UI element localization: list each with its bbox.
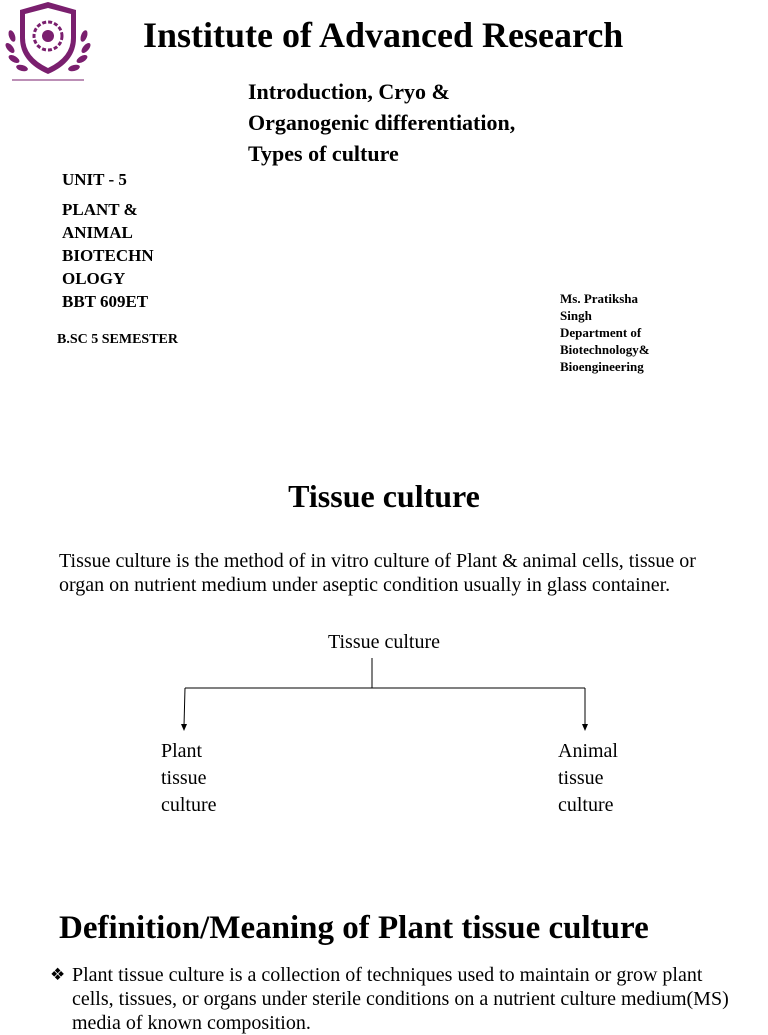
institute-title: Institute of Advanced Research [143, 15, 624, 55]
tissue-culture-heading: Tissue culture [288, 478, 480, 514]
course-line: BIOTECHN [62, 246, 154, 265]
author-department: Department of [560, 325, 642, 340]
course-line: ANIMAL [62, 223, 133, 242]
definition-heading: Definition/Meaning of Plant tissue culture [59, 910, 649, 946]
author-name: Ms. Pratiksha [560, 291, 638, 306]
diagram-left-line: tissue [161, 767, 207, 789]
semester-label: B.SC 5 SEMESTER [57, 332, 178, 347]
diagram-left-label [161, 738, 251, 819]
definition-bullet-item [50, 963, 730, 1035]
course-line: PLANT & [62, 200, 138, 219]
unit-label: UNIT - 5 [62, 170, 127, 189]
course-code: BBT 609ET [62, 292, 149, 311]
lecture-topic: Introduction, Cryo & Organogenic differentiation, Types of culture [248, 79, 516, 166]
diagram-left-connector [184, 688, 185, 726]
diagram-right-label [558, 738, 648, 819]
diagram-right-line: Animal [558, 740, 618, 762]
tissue-culture-description: Tissue culture is the method of in vitro culture of Plant & animal cells, tissue or organ on nutrient medium under aseptic condition usually in glass container. [59, 550, 696, 596]
diagram-right-line: tissue [558, 767, 604, 789]
arrow-down-icon [582, 724, 588, 731]
course-name [62, 198, 182, 313]
diagram-left-line: Plant [161, 740, 203, 762]
diagram-right-line: culture [558, 794, 614, 816]
author-info [560, 290, 680, 375]
author-department: Bioengineering [560, 359, 644, 374]
author-department: Biotechnology& [560, 342, 650, 357]
diagram-root-label: Tissue culture [327, 631, 441, 653]
diagram-left-line: culture [161, 794, 217, 816]
definition-text: Plant tissue culture is a collection of techniques used to maintain or grow plant cells, tissues, or organs under sterile conditions on a nutrient culture medium(MS) media of known composition. [72, 964, 729, 1034]
author-name: Singh [560, 308, 592, 323]
diamond-bullet-icon: ❖ [50, 965, 66, 985]
course-line: OLOGY [62, 269, 126, 288]
arrow-down-icon [181, 724, 187, 731]
institute-logo [2, 0, 94, 84]
